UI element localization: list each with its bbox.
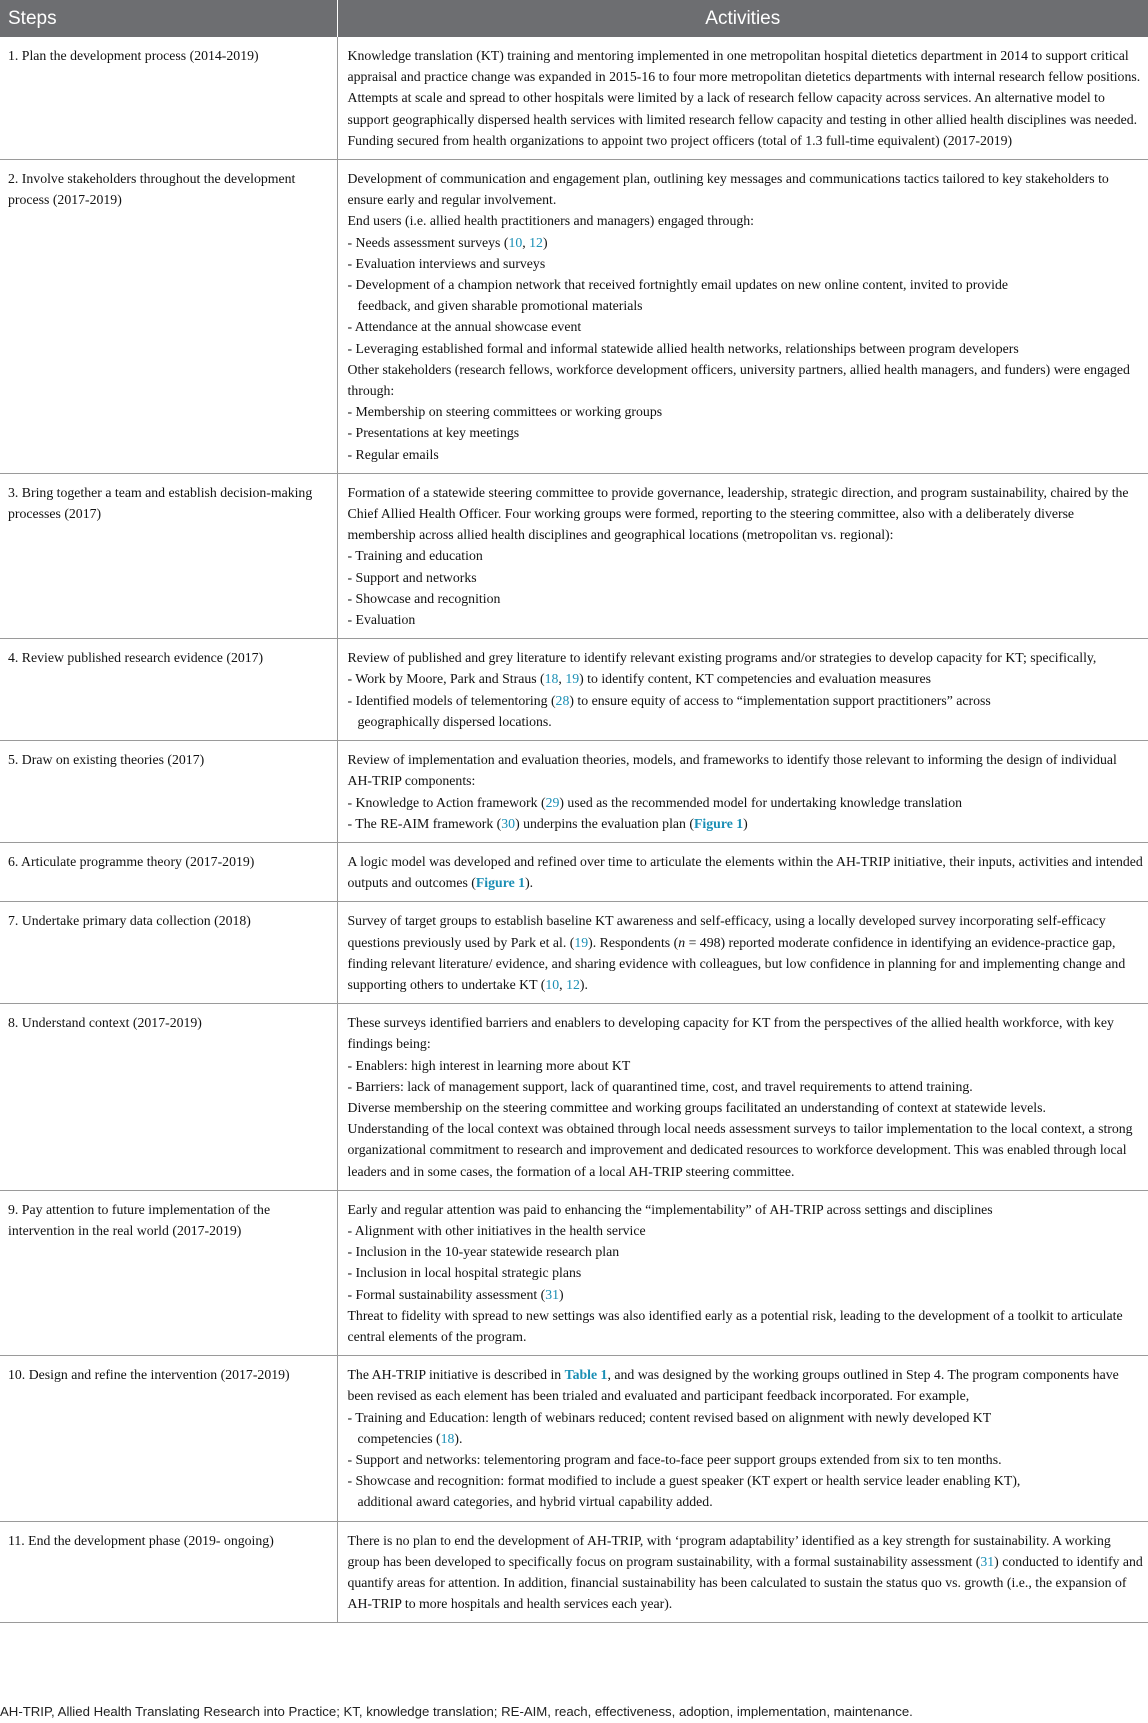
table-row: [0, 1004, 1148, 1191]
citation-link[interactable]: 18: [440, 1430, 455, 1446]
figure-table-link[interactable]: Table 1: [564, 1367, 608, 1383]
citation-link[interactable]: 18: [544, 671, 559, 687]
activity-line: Formation of a statewide steering committee to provide governance, leadership, strategic direction, and program sustainability, chaired by the Chief Allied Health Officer. Four working groups were formed, reporting to the steering committee, also with a deliberately diverse membership across allied health disciplines and geographical locations (metropolitan vs. regional):: [347, 484, 1129, 543]
activity-line: - Knowledge to Action framework (29) used as the recommended model for undertaking knowledge translation: [347, 794, 963, 810]
activity-line: competencies (18).: [357, 1430, 463, 1446]
activity-line: - Regular emails: [347, 446, 439, 462]
activity-line: Other stakeholders (research fellows, workforce development officers, university partners, allied health managers, and funders) were engaged through:: [347, 361, 1130, 399]
citation-link[interactable]: 29: [545, 794, 560, 810]
activity-line: - Training and education: [347, 548, 483, 564]
activity-line: Early and regular attention was paid to enhancing the “implementability” of AH-TRIP across settings and disciplines: [347, 1201, 993, 1217]
citation-link[interactable]: 12: [529, 234, 543, 250]
activities-cell: [337, 473, 1148, 638]
activity-line: - Development of a champion network that received fortnightly email updates on new online content, invited to provide: [347, 277, 1009, 293]
activity-line: - Work by Moore, Park and Straus (18, 19) to identify content, KT competencies and evaluation measures: [347, 671, 931, 687]
step-cell: 2. Involve stakeholders throughout the development process (2017-2019): [0, 160, 337, 474]
activity-line: - Inclusion in local hospital strategic plans: [347, 1265, 582, 1281]
activity-line: - Alignment with other initiatives in the health service: [347, 1222, 646, 1238]
activity-line: - Support and networks: [347, 569, 477, 585]
activity-line: - Evaluation: [347, 612, 416, 628]
activity-line: - Barriers: lack of management support, lack of quarantined time, cost, and travel requirements to attend training.: [347, 1078, 973, 1094]
step-cell: 11. End the development phase (2019- ongoing): [0, 1521, 337, 1623]
activity-line: - Identified models of telementoring (28) to ensure equity of access to “implementation support practitioners” across: [347, 692, 991, 708]
activity-line: - Enablers: high interest in learning more about KT: [347, 1057, 631, 1073]
step-cell: 5. Draw on existing theories (2017): [0, 741, 337, 843]
activity-line: - Showcase and recognition: [347, 590, 501, 606]
activity-line: These surveys identified barriers and enablers to developing capacity for KT from the perspectives of the allied health workforce, with key findings being:: [347, 1015, 1114, 1052]
activities-cell: [337, 902, 1148, 1004]
table-body: [0, 37, 1148, 1623]
activities-cell: [337, 37, 1148, 160]
citation-link[interactable]: 19: [565, 671, 580, 687]
activity-line: Survey of target groups to establish baseline KT awareness and self-efficacy, using a locally developed survey incorporating self-efficacy questions previously used by Park et al. (19). Respondents (n = 498) reported moderate confidence in identifying an evidence-practice gap, finding relevant literature/ evidence, and sharing evidence with colleagues, but low confidence in planning for and implementing change and supporting others to undertake KT (10, 12).: [347, 913, 1126, 992]
table-row: [0, 1521, 1148, 1623]
activity-line: - Inclusion in the 10-year statewide research plan: [347, 1244, 620, 1260]
table-row: [0, 842, 1148, 901]
activities-cell: [337, 1356, 1148, 1521]
activity-line: - Needs assessment surveys (10, 12): [347, 234, 548, 250]
table-row: [0, 473, 1148, 638]
activity-line: - Training and Education: length of webinars reduced; content revised based on alignment with newly developed KT: [347, 1409, 992, 1425]
activity-line: - The RE-AIM framework (30) underpins the evaluation plan (Figure 1): [347, 815, 748, 831]
activity-line: - Leveraging established formal and informal statewide allied health networks, relationships between program developers: [347, 340, 1019, 356]
activity-line: - Attendance at the annual showcase event: [347, 319, 582, 335]
activity-line: The AH-TRIP initiative is described in Table 1, and was designed by the working groups outlined in Step 4. The program components have been revised as each element has been trialed and evaluated and participant feedback incorporated. For example,: [347, 1367, 1119, 1404]
activities-cell: [337, 1004, 1148, 1191]
activity-line: A logic model was developed and refined over time to articulate the elements within the AH-TRIP initiative, their inputs, activities and intended outputs and outcomes (Figure 1).: [347, 853, 1143, 891]
citation-link[interactable]: 31: [980, 1553, 995, 1569]
table-row: [0, 1190, 1148, 1355]
citation-link[interactable]: 10: [508, 234, 523, 250]
citation-link[interactable]: 30: [501, 815, 516, 831]
activity-line: additional award categories, and hybrid virtual capability added.: [357, 1494, 713, 1510]
activities-column-header: Activities: [337, 0, 1148, 37]
step-cell: 6. Articulate programme theory (2017-2019): [0, 842, 337, 901]
activity-line: Threat to fidelity with spread to new settings was also identified early as a potential risk, leading to the development of a toolkit to articulate central elements of the program.: [347, 1307, 1123, 1344]
citation-link[interactable]: 31: [545, 1286, 560, 1302]
table-row: [0, 1356, 1148, 1521]
activity-line: - Support and networks: telementoring program and face-to-face peer support groups extended from six to ten months.: [347, 1451, 1002, 1467]
activity-line: - Formal sustainability assessment (31): [347, 1286, 564, 1302]
steps-column-header: Steps: [0, 0, 337, 37]
activity-line: Development of communication and engagement plan, outlining key messages and communications tactics tailored to key stakeholders to ensure early and regular involvement.: [347, 171, 1109, 208]
table-row: [0, 37, 1148, 160]
activity-line: Knowledge translation (KT) training and mentoring implemented in one metropolitan hospital dietetics department in 2014 to support critical appraisal and practice change was expanded in 2015-16 to four more metropolitan dietetics departments with internal research fellow positions. Attempts at scale and spread to other hospitals were limited by a lack of research fellow capacity across services. An alternative model to support geographically dispersed health services with limited research fellow capacity and testing in other allied health disciplines was needed.: [347, 48, 1141, 127]
figure-table-link[interactable]: Figure 1: [475, 875, 526, 891]
activity-line: Review of implementation and evaluation theories, models, and frameworks to identify those relevant to informing the design of individual AH-TRIP components:: [347, 752, 1117, 789]
citation-link[interactable]: 28: [555, 692, 570, 708]
table-footnote: AH-TRIP, Allied Health Translating Research into Practice; KT, knowledge translation; RE-AIM, reach, effectiveness, adoption, implementation, maintenance.: [0, 1704, 913, 1719]
table-row: [0, 639, 1148, 741]
citation-link[interactable]: 12: [566, 976, 580, 992]
step-cell: 7. Undertake primary data collection (2018): [0, 902, 337, 1004]
activity-line: - Presentations at key meetings: [347, 425, 520, 441]
italic-symbol: n: [678, 934, 686, 950]
activities-cell: [337, 1190, 1148, 1355]
step-cell: 10. Design and refine the intervention (2017-2019): [0, 1356, 337, 1521]
activities-cell: [337, 741, 1148, 843]
activity-line: Diverse membership on the steering committee and working groups facilitated an understanding of context at statewide levels.: [347, 1099, 1046, 1115]
step-cell: 3. Bring together a team and establish decision-making processes (2017): [0, 473, 337, 638]
activities-cell: [337, 842, 1148, 901]
activities-cell: [337, 160, 1148, 474]
table-row: [0, 902, 1148, 1004]
activity-line: - Evaluation interviews and surveys: [347, 255, 546, 271]
activity-line: Funding secured from health organizations to appoint two project officers (total of 1.3 full-time equivalent) (2017-2019): [347, 132, 1013, 148]
activity-line: There is no plan to end the development of AH-TRIP, with ‘program adaptability’ identified as a key strength for sustainability. A working group has been developed to specifically focus on program sustainability, with a formal sustainability assessment (31) conducted to identify and quantify areas for attention. In addition, financial sustainability has been calculated to sustain the status quo vs. growth (i.e., the expansion of AH-TRIP to more hospitals and health services each year).: [347, 1532, 1143, 1612]
step-cell: 9. Pay attention to future implementation of the intervention in the real world (2017-2019): [0, 1190, 337, 1355]
activities-cell: [337, 639, 1148, 741]
activity-line: End users (i.e. allied health practitioners and managers) engaged through:: [347, 213, 754, 229]
activity-line: Review of published and grey literature to identify relevant existing programs and/or strategies to develop capacity for KT; specifically,: [347, 650, 1097, 666]
step-cell: 1. Plan the development process (2014-2019): [0, 37, 337, 160]
activity-line: Understanding of the local context was obtained through local needs assessment surveys to tailor implementation to the local context, a strong organizational commitment to research and improvement and dedicated resources to workforce development. This was enabled through local leaders and in some cases, the formation of a local AH-TRIP steering committee.: [347, 1121, 1133, 1179]
table-header-row: [0, 0, 1148, 37]
step-cell: 4. Review published research evidence (2017): [0, 639, 337, 741]
activity-line: - Membership on steering committees or working groups: [347, 404, 663, 420]
activities-cell: [337, 1521, 1148, 1623]
table-row: [0, 160, 1148, 474]
figure-table-link[interactable]: Figure 1: [693, 815, 744, 831]
table-row: [0, 741, 1148, 843]
activity-line: - Showcase and recognition: format modified to include a guest speaker (KT expert or health service leader enabling KT),: [347, 1473, 1021, 1489]
citation-link[interactable]: 19: [574, 934, 589, 950]
step-cell: 8. Understand context (2017-2019): [0, 1004, 337, 1191]
activity-line: geographically dispersed locations.: [357, 713, 552, 729]
citation-link[interactable]: 10: [545, 976, 560, 992]
activity-line: feedback, and given sharable promotional materials: [357, 298, 643, 314]
